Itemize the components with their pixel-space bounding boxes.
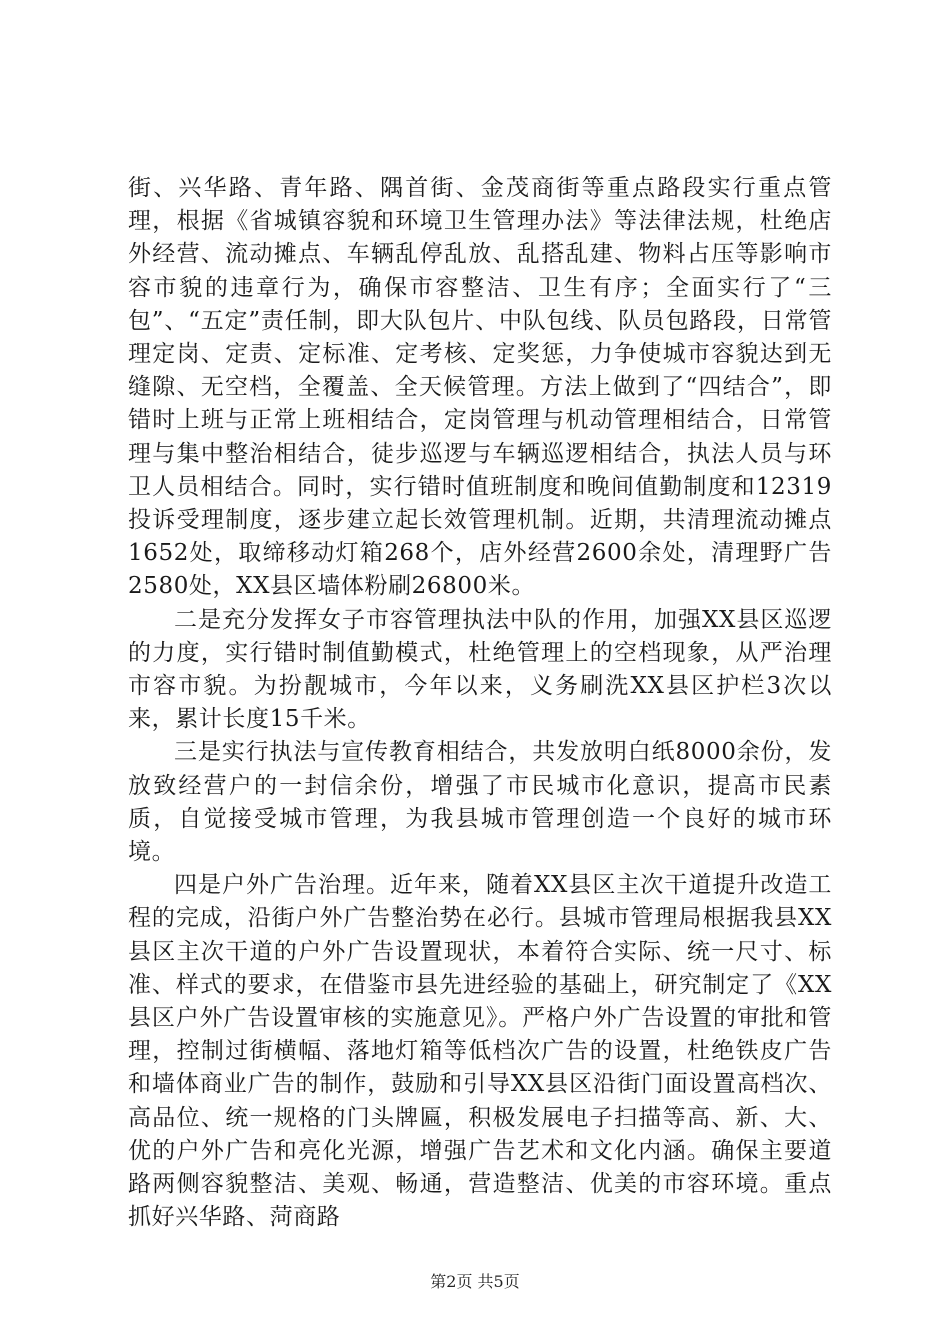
paragraph-3: 三是实行执法与宣传教育相结合，共发放明白纸8000余份，发放致经营户的一封信余份，增强了市民城市化意识，提高市民素质，自觉接受城市管理，为我县城市管理创造一个良好的城市环境。: [128, 739, 832, 866]
document-body: [128, 172, 832, 1235]
page-number-footer: 第2页 共5页: [430, 1272, 520, 1291]
paragraph-4: 四是户外广告治理。近年来，随着XX县区主次干道提升改造工程的完成，沿街户外广告整治势在必行。县城市管理局根据我县XX县区主次干道的户外广告设置现状，本着符合实际、统一尺寸、标准、样式的要求，在借鉴市县先进经验的基础上，研究制定了《XX县区户外广告设置审核的实施意见》。严格户外广告设置的审批和管理，控制过街横幅、落地灯箱等低档次广告的设置，杜绝铁皮广告和墙体商业广告的制作，鼓励和引导XX县区沿街门面设置高档次、高品位、统一规格的门头牌匾，积极发展电子扫描等高、新、大、优的户外广告和亮化光源，增强广告艺术和文化内涵。确保主要道路两侧容貌整洁、美观、畅通，营造整洁、优美的市容环境。重点抓好兴华路、菏商路: [128, 872, 832, 1231]
paragraph-1: 街、兴华路、青年路、隅首街、金茂商街等重点路段实行重点管理，根据《省城镇容貌和环境卫生管理办法》等法律法规，杜绝店外经营、流动摊点、车辆乱停乱放、乱搭乱建、物料占压等影响市容市貌的违章行为，确保市容整洁、卫生有序；全面实行了“三包”、“五定”责任制，即大队包片、中队包线、队员包路段，日常管理定岗、定责、定标准、定考核、定奖惩，力争使城市容貌达到无缝隙、无空档，全覆盖、全天候管理。方法上做到了“四结合”，即错时上班与正常上班相结合，定岗管理与机动管理相结合，日常管理与集中整治相结合，徒步巡逻与车辆巡逻相结合，执法人员与环卫人员相结合。同时，实行错时值班制度和晚间值勤制度和12319投诉受理制度，逐步建立起长效管理机制。近期，共清理流动摊点1652处，取缔移动灯箱268个，店外经营2600余处，清理野广告2580处，XX县区墙体粉刷26800米。: [128, 175, 832, 600]
paragraph-2: 二是充分发挥女子市容管理执法中队的作用，加强XX县区巡逻的力度，实行错时制值勤模式，杜绝管理上的空档现象，从严治理市容市貌。为扮靓城市，今年以来，义务刷洗XX县区护栏3次以来，累计长度15千米。: [128, 606, 832, 733]
